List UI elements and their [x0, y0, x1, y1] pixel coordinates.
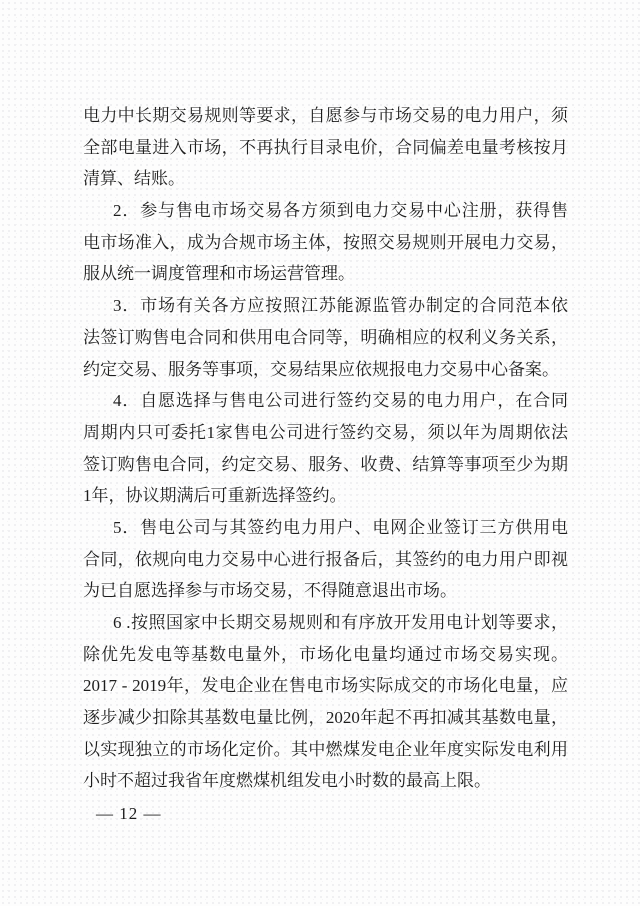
paragraph-item-5 [83, 512, 568, 607]
paragraph-item-3 [83, 290, 568, 385]
text-line: 逐步减少扣除其基数电量比例，2020年起不再扣减其基数电量， [83, 708, 568, 728]
text-line: 合同，依规向电力交易中心进行报备后，其签约的电力用户即视 [83, 549, 568, 569]
paragraph-item-2 [83, 195, 568, 290]
text-line: 约定交易、服务等事项，交易结果应依规报电力交易中心备案。 [83, 359, 559, 379]
text-line: 电市场准入，成为合规市场主体，按照交易规则开展电力交易， [83, 232, 568, 252]
text-line: 6 .按照国家中长期交易规则和有序放开发用电计划等要求， [113, 613, 568, 632]
document-body [83, 100, 568, 797]
text-line: 以实现独立的市场化定价。其中燃煤发电企业年度实际发电利用 [83, 739, 568, 759]
page-number: — 12 — [96, 804, 162, 823]
text-line: 1年，协议期满后可重新选择签约。 [83, 486, 347, 506]
text-line: 法签订购售电合同和供用电合同等，明确相应的权利义务关系， [83, 327, 568, 347]
text-line: 4．自愿选择与售电公司进行签约交易的电力用户，在合同 [113, 391, 568, 411]
text-line: 签订购售电合同，约定交易、服务、收费、结算等事项至少为期 [83, 454, 568, 474]
text-line: 2．参与售电市场交易各方须到电力交易中心注册，获得售 [113, 201, 568, 221]
text-line: 小时不超过我省年度燃煤机组发电小时数的最高上限。 [83, 771, 491, 791]
text-line: 全部电量进入市场，不再执行目录电价，合同偏差电量考核按月 [83, 137, 568, 157]
paragraph-item-4 [83, 385, 568, 512]
text-line: 2017 - 2019年，发电企业在售电市场实际成交的市场化电量，应 [83, 676, 568, 696]
text-line: 为已自愿选择参与市场交易，不得随意退出市场。 [83, 581, 457, 601]
text-line: 5．售电公司与其签约电力用户、电网企业签订三方供用电 [113, 517, 568, 537]
paragraph-item-6 [83, 607, 568, 797]
text-line: 电力中长期交易规则等要求，自愿参与市场交易的电力用户，须 [83, 106, 568, 125]
text-line: 3．市场有关各方应按照江苏能源监管办制定的合同范本依 [113, 296, 568, 316]
text-line: 周期内只可委托1家售电公司进行签约交易，须以年为周期依法 [83, 422, 568, 442]
paragraph-continuation [83, 100, 568, 195]
text-line: 除优先发电等基数电量外，市场化电量均通过市场交易实现。 [83, 644, 568, 664]
text-line: 清算、结账。 [83, 169, 185, 189]
text-line: 服从统一调度管理和市场运营管理。 [83, 264, 355, 284]
